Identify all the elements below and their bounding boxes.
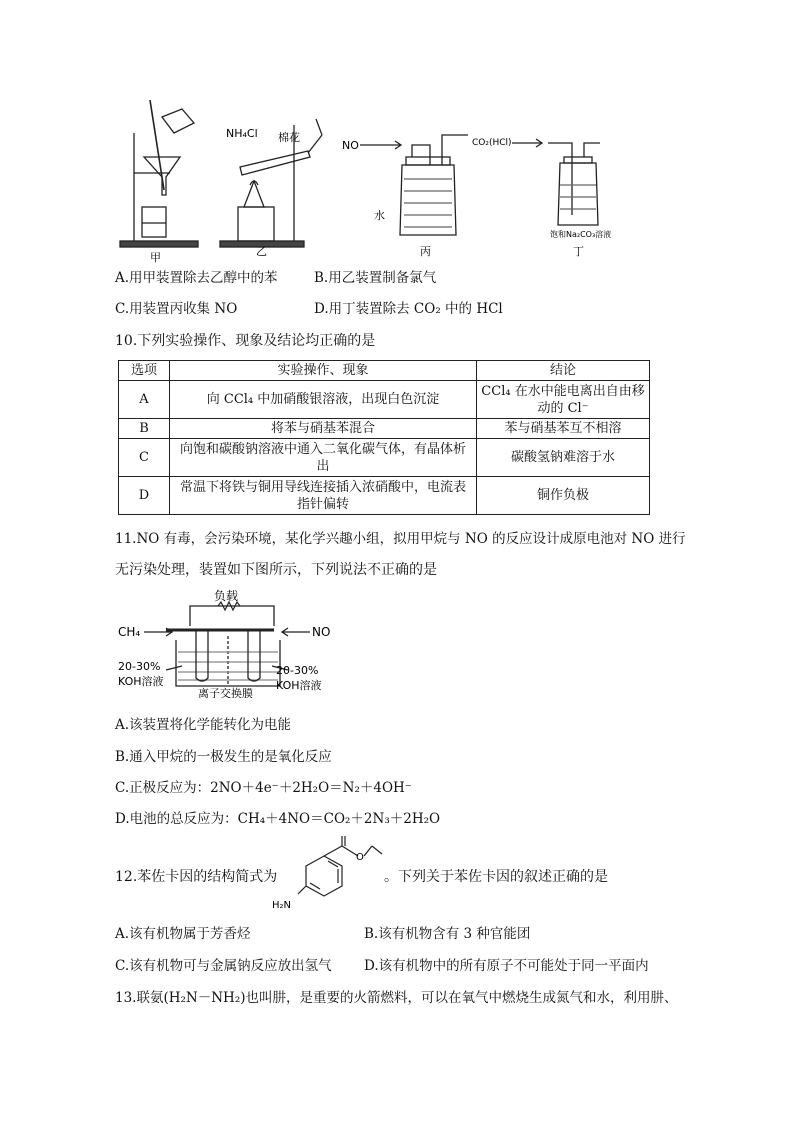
q12-option-a: A.该有机物属于芳香烃 xyxy=(115,926,251,942)
row-conclusion: 碳酸氢钠难溶于水 xyxy=(477,439,650,477)
q11-option-d: D.电池的总反应为：CH₄＋4NO＝CO₂＋2N₃＋2H₂O xyxy=(115,811,441,827)
label-koh-left-2: KOH溶液 xyxy=(118,675,164,688)
table-row xyxy=(119,439,650,477)
header-option: 选项 xyxy=(119,361,170,381)
row-option: D xyxy=(119,477,170,515)
label-load: 负载 xyxy=(214,589,239,603)
row-option: B xyxy=(119,419,170,439)
q12-option-b: B.该有机物含有 3 种官能团 xyxy=(364,926,531,942)
q9-option-d: D.用丁装置除去 CO₂ 中的 HCl xyxy=(314,301,503,317)
label-co2hcl: CO₂(HCl) xyxy=(472,138,512,148)
row-conclusion: 铜作负极 xyxy=(477,477,650,515)
table-row xyxy=(119,477,650,515)
table-row xyxy=(119,381,650,419)
label-bing: 丙 xyxy=(420,245,431,258)
label-koh-left-1: 20-30% xyxy=(118,660,161,673)
q11-stem-line1: 11.NO 有毒，会污染环境，某化学兴趣小组，拟用甲烷与 NO 的反应设计成原电池对 NO 进行 xyxy=(115,531,686,547)
q12-stem-prefix: 12.苯佐卡因的结构简式为 xyxy=(115,869,278,885)
label-cotton: 棉花 xyxy=(278,131,300,144)
label-yi: 乙 xyxy=(256,245,267,258)
label-koh-right-1: 20-30% xyxy=(276,664,319,677)
label-jia: 甲 xyxy=(150,251,161,264)
q11-stem-line2: 无污染处理，装置如下图所示，下列说法不正确的是 xyxy=(115,562,437,578)
table-row xyxy=(119,419,650,439)
q12-option-d: D.该有机物中的所有原子不可能处于同一平面内 xyxy=(364,958,649,974)
label-koh-right-2: KOH溶液 xyxy=(276,679,322,692)
label-membrane: 离子交换膜 xyxy=(198,687,253,698)
row-operation: 常温下将铁与铜用导线连接插入浓硝酸中，电流表指针偏转 xyxy=(170,477,477,515)
label-no: NO xyxy=(312,625,331,639)
table-header-row xyxy=(119,361,650,381)
structure-o-label: O xyxy=(356,852,364,863)
q13-stem: 13.联氨(H₂N－NH₂)也叫肼，是重要的火箭燃料，可以在氧气中燃烧生成氮气和水，利用肼、 xyxy=(115,990,678,1006)
benzocaine-structure xyxy=(268,836,388,916)
q9-option-b: B.用乙装置制备氯气 xyxy=(314,270,437,286)
label-water: 水 xyxy=(374,209,385,222)
q9-option-a: A.用甲装置除去乙醇中的苯 xyxy=(115,270,278,286)
q9-option-c: C.用装置丙收集 NO xyxy=(115,301,238,317)
q10-stem: 10.下列实验操作、现象及结论均正确的是 xyxy=(115,333,376,349)
q11-option-c: C.正极反应为：2NO＋4e⁻＋2H₂O＝N₂＋4OH⁻ xyxy=(115,780,412,796)
row-operation: 向 CCl₄ 中加硝酸银溶液，出现白色沉淀 xyxy=(170,381,477,419)
structure-nh2-label: H₂N xyxy=(272,900,292,911)
label-nh4cl: NH₄Cl xyxy=(226,127,258,140)
q9-apparatus-figure xyxy=(110,95,670,265)
q10-table xyxy=(118,360,650,515)
q12-stem-suffix: 。下列关于苯佐卡因的叙述正确的是 xyxy=(384,869,608,885)
q12-option-c: C.该有机物可与金属钠反应放出氢气 xyxy=(115,958,332,974)
row-operation: 向饱和碳酸钠溶液中通入二氧化碳气体，有晶体析出 xyxy=(170,439,477,477)
label-na2co3: 饱和Na₂CO₃溶液 xyxy=(550,230,612,239)
q11-option-b: B.通入甲烷的一极发生的是氧化反应 xyxy=(115,749,332,765)
header-conclusion: 结论 xyxy=(477,361,650,381)
row-conclusion: 苯与硝基苯互不相溶 xyxy=(477,419,650,439)
header-operation: 实验操作、现象 xyxy=(170,361,477,381)
label-ch4: CH₄ xyxy=(118,625,141,639)
q11-option-a: A.该装置将化学能转化为电能 xyxy=(115,717,292,733)
q11-cell-figure xyxy=(114,586,354,698)
label-ding: 丁 xyxy=(573,245,584,258)
row-conclusion: CCl₄ 在水中能电离出自由移动的 Cl⁻ xyxy=(477,381,650,419)
row-option: A xyxy=(119,381,170,419)
row-option: C xyxy=(119,439,170,477)
label-no-in: NO xyxy=(342,139,359,152)
apparatus-jia xyxy=(120,100,198,247)
row-operation: 将苯与硝基苯混合 xyxy=(170,419,477,439)
apparatus-ding xyxy=(512,139,600,225)
